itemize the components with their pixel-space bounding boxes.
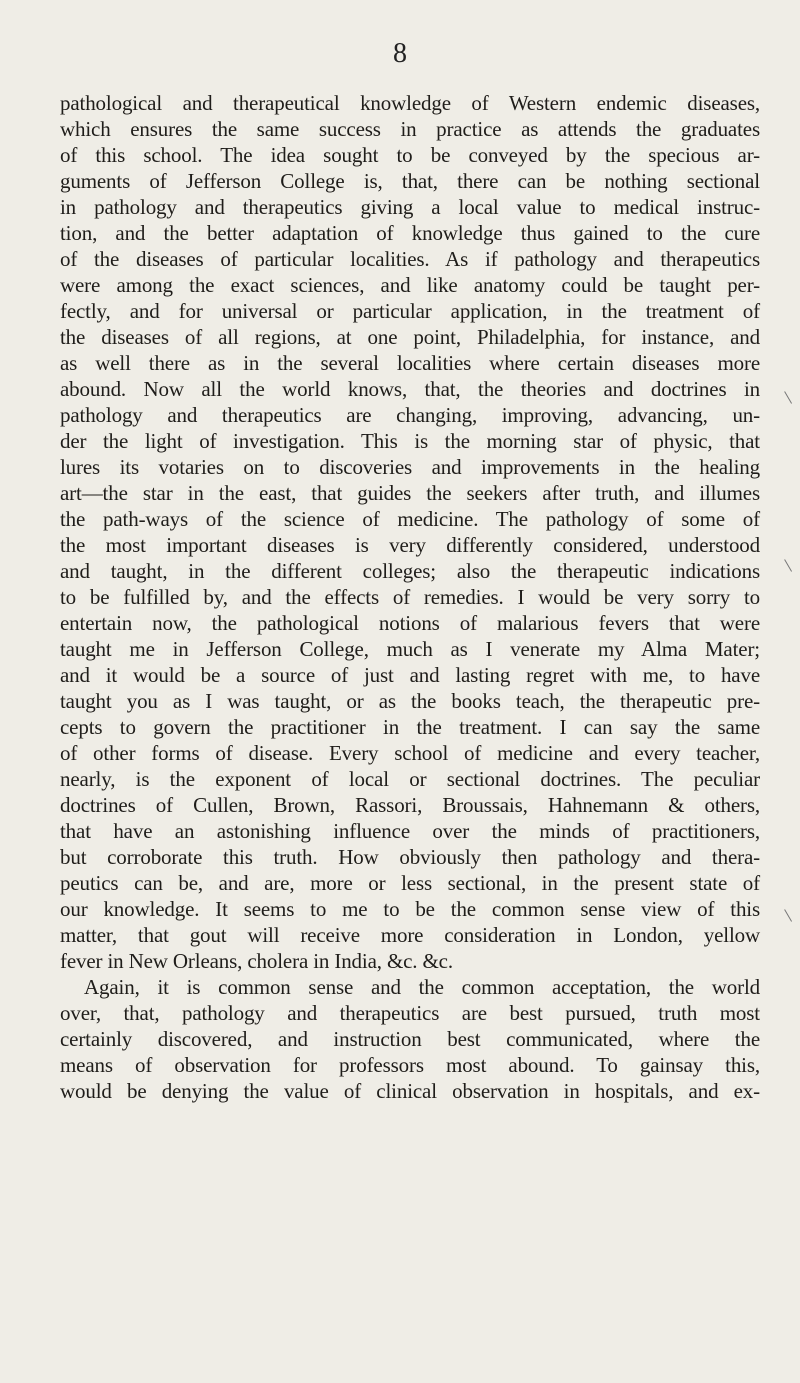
- margin-mark: [779, 909, 792, 925]
- text-line: over, that, pathology and therapeutics are best pursued, truth most: [60, 1001, 760, 1025]
- text-line: fectly, and for universal or particular application, in the treatment of: [60, 299, 760, 323]
- text-line: pathological and therapeutical knowledge of Western endemic diseases,: [60, 91, 760, 115]
- margin-mark: [779, 391, 792, 407]
- text-line: art—the star in the east, that guides the seekers after truth, and illumes: [60, 481, 760, 505]
- text-line: fever in New Orleans, cholera in India, &c. &c.: [60, 949, 453, 973]
- text-line: tion, and the better adaptation of knowledge thus gained to the cure: [60, 221, 760, 245]
- text-line: to be fulfilled by, and the effects of remedies. I would be very sorry to: [60, 585, 760, 609]
- text-line: nearly, is the exponent of local or sectional doctrines. The peculiar: [60, 767, 760, 791]
- body-text: [60, 90, 760, 1104]
- text-line: certainly discovered, and instruction best communicated, where the: [60, 1027, 760, 1051]
- text-line: cepts to govern the practitioner in the treatment. I can say the same: [60, 715, 760, 739]
- text-line: in pathology and therapeutics giving a local value to medical instruc-: [60, 195, 760, 219]
- text-line: entertain now, the pathological notions of malarious fevers that were: [60, 611, 760, 635]
- margin-mark: [779, 559, 792, 575]
- text-line: and taught, in the different colleges; also the therapeutic indications: [60, 559, 760, 583]
- text-line: of other forms of disease. Every school of medicine and every teacher,: [60, 741, 760, 765]
- text-line: as well there as in the several localities where certain diseases more: [60, 351, 760, 375]
- text-line: of the diseases of particular localities. As if pathology and therapeutics: [60, 247, 760, 271]
- text-line: matter, that gout will receive more consideration in London, yellow: [60, 923, 760, 947]
- text-line: taught you as I was taught, or as the books teach, the therapeutic pre-: [60, 689, 760, 713]
- text-line: were among the exact sciences, and like anatomy could be taught per-: [60, 273, 760, 297]
- text-line: guments of Jefferson College is, that, there can be nothing sectional: [60, 169, 760, 193]
- text-line: the diseases of all regions, at one point, Philadelphia, for instance, and: [60, 325, 760, 349]
- text-line: the path-ways of the science of medicine. The pathology of some of: [60, 507, 760, 531]
- text-line: der the light of investigation. This is the morning star of physic, that: [60, 429, 760, 453]
- text-line: but corroborate this truth. How obviously then pathology and thera-: [60, 845, 760, 869]
- text-line: lures its votaries on to discoveries and improvements in the healing: [60, 455, 760, 479]
- text-line: means of observation for professors most abound. To gainsay this,: [60, 1053, 760, 1077]
- text-line: doctrines of Cullen, Brown, Rassori, Broussais, Hahnemann & others,: [60, 793, 760, 817]
- text-line: pathology and therapeutics are changing, improving, advancing, un-: [60, 403, 760, 427]
- text-line: our knowledge. It seems to me to be the common sense view of this: [60, 897, 760, 921]
- text-line: peutics can be, and are, more or less sectional, in the present state of: [60, 871, 760, 895]
- text-line: and it would be a source of just and lasting regret with me, to have: [60, 663, 760, 687]
- text-line: of this school. The idea sought to be conveyed by the specious ar-: [60, 143, 760, 167]
- text-line: taught me in Jefferson College, much as I venerate my Alma Mater;: [60, 637, 760, 661]
- text-line: would be denying the value of clinical observation in hospitals, and ex-: [60, 1079, 760, 1103]
- page-number: 8: [393, 38, 407, 69]
- text-line: abound. Now all the world knows, that, the theories and doctrines in: [60, 377, 760, 401]
- text-line: that have an astonishing influence over the minds of practitioners,: [60, 819, 760, 843]
- text-line: the most important diseases is very differently considered, understood: [60, 533, 760, 557]
- text-line: Again, it is common sense and the common acceptation, the world: [84, 975, 760, 999]
- text-line: which ensures the same success in practice as attends the graduates: [60, 117, 760, 141]
